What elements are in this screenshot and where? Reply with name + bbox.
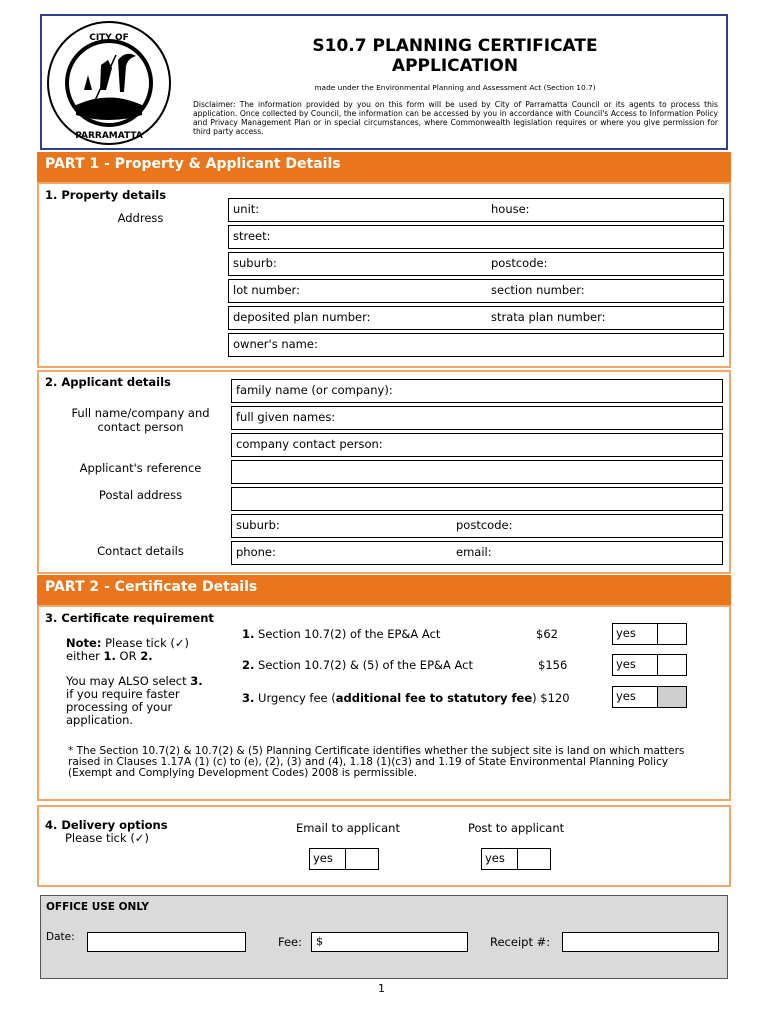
page-number: 1 — [378, 982, 385, 995]
seal-text-top: CITY OF — [89, 33, 129, 43]
email-to-applicant-label: Email to applicant — [296, 821, 400, 835]
footnote-text: * The Section 10.7(2) & 10.7(2) & (5) Planning Certificate identifies whether the subject site is land on which matters raised in Clauses 1.17A (1) (c) to (e), (2), (3) and (4), 1.18 (1)(c3) and 1.19 of State Environmental Planning Policy (Exempt and Complying Development Codes) 2008 is permissible. — [68, 745, 685, 779]
date-label: Date: — [46, 931, 75, 943]
deposited-strata-field[interactable]: deposited plan number: strata plan number: — [228, 306, 724, 330]
unit-house-field[interactable]: unit: house: — [228, 198, 724, 222]
option-2-label: 2. Section 10.7(2) & (5) of the EP&A Act — [242, 658, 473, 672]
lot-section-field[interactable]: lot number: section number: — [228, 279, 724, 303]
date-field[interactable] — [87, 932, 246, 952]
suburb-postcode-field[interactable]: suburb: postcode: — [228, 252, 724, 276]
council-seal-logo — [46, 20, 172, 146]
option-2-fee: $156 — [538, 658, 568, 672]
part1-heading: PART 1 - Property & Applicant Details — [37, 152, 731, 182]
fee-label: Fee: — [278, 935, 303, 949]
contact-details-label: Contact details — [97, 544, 184, 558]
postal-address-field[interactable] — [231, 487, 723, 511]
page-title: S10.7 PLANNING CERTIFICATE APPLICATION — [312, 36, 598, 76]
option-1-checkbox[interactable]: yes — [612, 623, 687, 645]
disclaimer-text: Disclaimer: The information provided by you on this form will be used by City of Parramatta Council or its agents to process this application. Once collected by Council, the information can be accessed by you in accordance with Council's Access to Information Policy and Privacy Management Plan or in special circumstances, where Commonwealth legislation requires or where you give permission for third party access. — [193, 100, 718, 136]
post-to-applicant-label: Post to applicant — [468, 821, 565, 835]
option-1-fee: $62 — [536, 627, 558, 641]
also-select-text: You may ALSO select 3. if you require faster processing of your application. — [66, 674, 203, 727]
email-yes-checkbox[interactable]: yes — [309, 848, 379, 870]
applicant-reference-label: Applicant's reference — [79, 461, 202, 475]
family-name-field[interactable]: family name (or company): — [231, 379, 723, 403]
made-under-text: made under the Environmental Planning and Assessment Act (Section 10.7) — [314, 83, 596, 92]
given-names-field[interactable]: full given names: — [231, 406, 723, 430]
postal-address-label: Postal address — [98, 488, 183, 502]
applicant-reference-field[interactable] — [231, 460, 723, 484]
option-1-label: 1. Section 10.7(2) of the EP&A Act — [242, 627, 441, 641]
address-label: Address — [117, 211, 164, 225]
receipt-field[interactable] — [562, 932, 719, 952]
fee-field[interactable]: $ — [311, 932, 468, 952]
office-use-heading: OFFICE USE ONLY — [46, 901, 150, 913]
part2-heading: PART 2 - Certificate Details — [37, 575, 731, 605]
option-3-checkbox[interactable]: yes — [612, 686, 687, 708]
receipt-label: Receipt #: — [490, 935, 551, 949]
fullname-label: Full name/company and contact person — [71, 406, 210, 434]
street-field[interactable]: street: — [228, 225, 724, 249]
option-3-label: 3. Urgency fee (additional fee to statutory fee) $120 — [242, 691, 570, 705]
post-yes-checkbox[interactable]: yes — [481, 848, 551, 870]
phone-email-field[interactable]: phone: email: — [231, 541, 723, 565]
property-details-heading: 1. Property details — [45, 188, 167, 202]
option-2-checkbox[interactable]: yes — [612, 654, 687, 676]
note-text: Note: Please tick (✓) either 1. OR 2. — [66, 636, 190, 663]
seal-text-bottom: PARRAMATTA — [75, 131, 143, 141]
certificate-requirement-heading: 3. Certificate requirement — [45, 611, 214, 625]
company-contact-field[interactable]: company contact person: — [231, 433, 723, 457]
applicant-details-heading: 2. Applicant details — [45, 375, 171, 389]
owner-name-field[interactable]: owner's name: — [228, 333, 724, 357]
delivery-heading: 4. Delivery options Please tick (✓) — [45, 818, 168, 845]
postal-suburb-postcode-field[interactable]: suburb: postcode: — [231, 514, 723, 538]
